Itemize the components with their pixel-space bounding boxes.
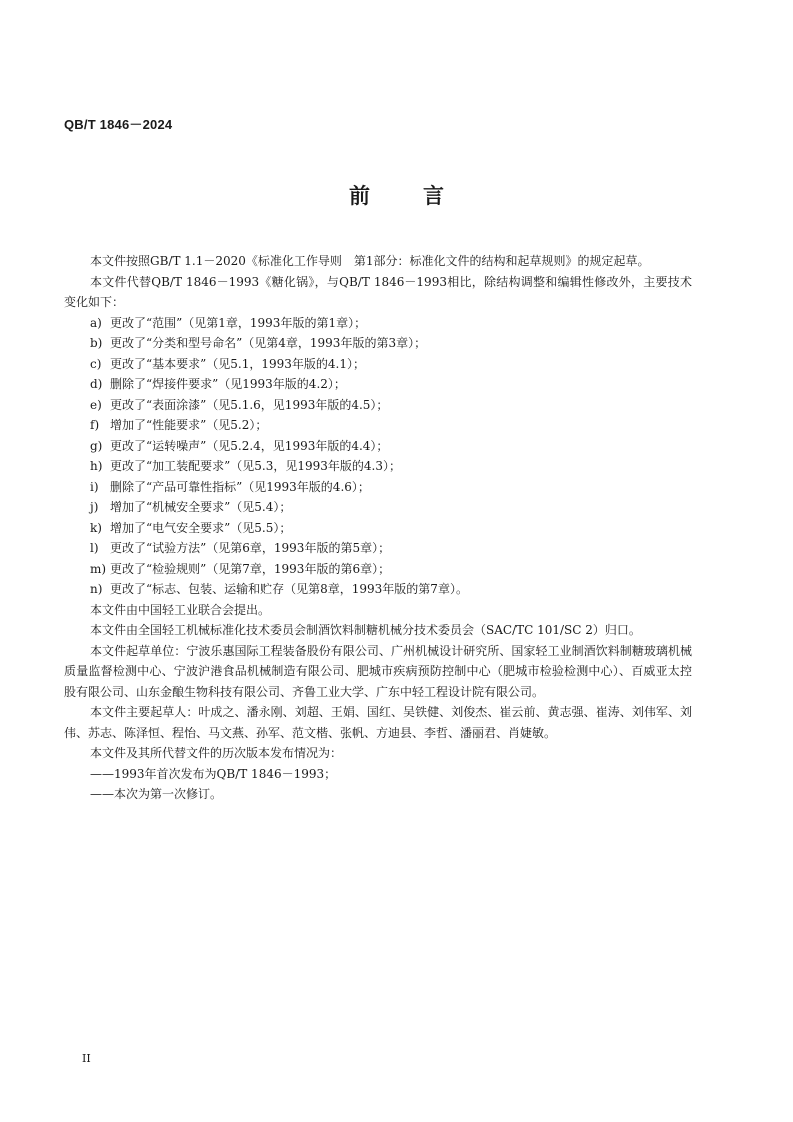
list-item: ——本次为第一次修订。 xyxy=(90,787,223,801)
list-item: b) 更改了“分类和型号命名”（见第4章，1993年版的第3章）； xyxy=(90,336,427,350)
page-title: 前 言 xyxy=(349,184,460,208)
history-intro-paragraph: 本文件及其所代替文件的历次版本发布情况为： xyxy=(90,746,343,760)
list-item: h) 更改了“加工装配要求”（见5.3，见1993年版的4.3）； xyxy=(90,459,401,473)
list-item: m) 更改了“检验规则”（见第7章，1993年版的第6章）； xyxy=(90,561,391,576)
intro-paragraph-1: 本文件按照GB/T 1.1－2020《标准化工作导则 第1部分：标准化文件的结构和起草规则》的规定起草。 xyxy=(90,254,650,268)
list-item: n) 更改了“标志、包装、运输和贮存（见第8章，1993年版的第7章）。 xyxy=(90,582,468,596)
foreword-body xyxy=(64,251,692,805)
list-item: k) 增加了“电气安全要求”（见5.5）； xyxy=(90,520,292,535)
list-item: j) 增加了“机械安全要求”（见5.4）； xyxy=(90,500,292,514)
document-code: QB/T 1846－2024 xyxy=(64,117,173,132)
list-item: ——1993年首次发布为QB/T 1846－1993； xyxy=(90,766,337,781)
drafting-units-paragraph: 本文件起草单位：宁波乐惠国际工程装备股份有限公司、广州机械设计研究所、国家轻工业制酒饮料制糖玻璃机械质量监督检测中心、宁波沪港食品机械制造有限公司、肥城市疾病预防控制中心（肥城市检验检测中心）、百威亚太控股有限公司、山东金酿生物科技有限公司、齐鲁工业大学、广东中轻工程设计院有限公司。 xyxy=(64,643,692,699)
list-item: g) 更改了“运转噪声”（见5.2.4，见1993年版的4.4）； xyxy=(90,438,389,453)
list-item: i) 删除了“产品可靠性指标”（见1993年版的4.6）； xyxy=(90,479,370,494)
proposer-paragraph: 本文件由中国轻工业联合会提出。 xyxy=(90,602,271,617)
list-item: f) 增加了“性能要求”（见5.2）； xyxy=(90,418,268,432)
version-history-list xyxy=(64,764,692,805)
centralized-by-paragraph: 本文件由全国轻工机械标准化技术委员会制酒饮料制糖机械分技术委员会（SAC/TC 101/SC 2）归口。 xyxy=(90,623,641,637)
changes-list xyxy=(64,313,692,600)
drafters-paragraph: 本文件主要起草人：叶成之、潘永刚、刘超、王娟、国红、吴铁健、刘俊杰、崔云前、黄志强、崔涛、刘伟军、刘伟、苏志、陈泽恒、程怡、马文燕、孙军、范文楷、张帆、方迪县、李哲、潘丽君、肖婕敏。 xyxy=(64,705,692,740)
intro-paragraph-2: 本文件代替QB/T 1846－1993《糖化锅》，与QB/T 1846－1993相比，除结构调整和编辑性修改外，主要技术变化如下： xyxy=(64,274,692,309)
page-number: II xyxy=(82,1052,91,1065)
list-item: d) 删除了“焊接件要求”（见1993年版的4.2）； xyxy=(90,377,346,391)
list-item: e) 更改了“表面涂漆”（见5.1.6，见1993年版的4.5）； xyxy=(90,397,389,412)
list-item: a) 更改了“范围”（见第1章，1993年版的第1章）； xyxy=(90,315,367,330)
list-item: l) 更改了“试验方法”（见第6章，1993年版的第5章）； xyxy=(90,541,391,555)
list-item: c) 更改了“基本要求”（见5.1，1993年版的4.1）； xyxy=(90,356,365,371)
